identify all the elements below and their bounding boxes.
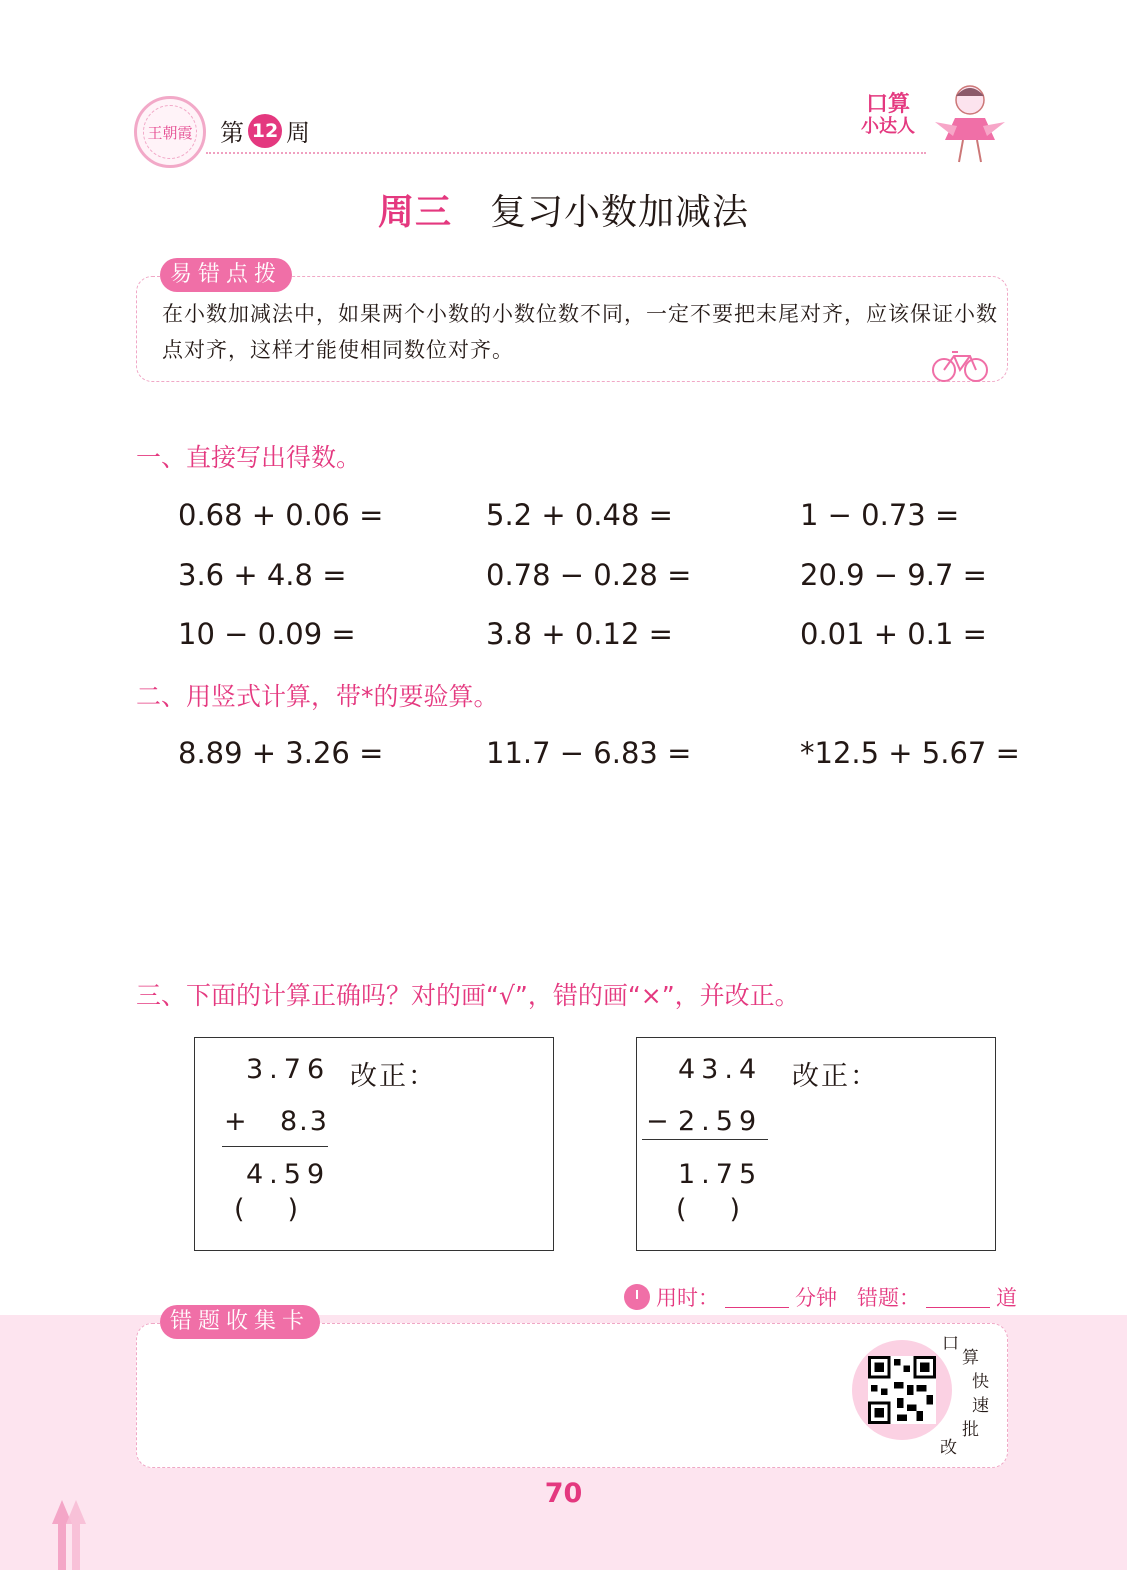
time-blank[interactable] [725,1287,789,1308]
vertical-calc-3: *12.5 + 5.67 = [800,736,1020,770]
section-1-title: 一、直接写出得数。 [136,443,362,472]
errors-blank[interactable] [926,1287,990,1308]
expression-3-1: 10 − 0.09 = [178,617,356,651]
box1-bottom-number: 8.3 [280,1106,329,1137]
title-day: 周三 [377,192,452,233]
qr-caption-char: 改 [940,1438,957,1458]
tip-text: 在小数加减法中，如果两个小数的小数位数不同，一定不要把末尾对齐，应该保证小数点对齐，这样才能使相同数位对齐。 [162,302,998,362]
week-number-badge: 12 [248,114,282,148]
timer-row [624,1282,1017,1312]
vertical-calc-1: 8.89 + 3.26 = [178,736,384,770]
box2-answer-paren[interactable]: ( ) [676,1194,740,1225]
bicycle-icon [930,344,990,384]
expression-1-2: 5.2 + 0.48 = [486,498,673,532]
time-label: 用时： [656,1286,719,1310]
brand-line-1: 口算 [865,92,910,117]
expression-1-3: 1 − 0.73 = [800,498,960,532]
expression-2-1: 3.6 + 4.8 = [178,558,347,592]
errors-label: 错题： [857,1286,920,1310]
vertical-calc-2: 11.7 − 6.83 = [486,736,692,770]
box1-top-number: 3.76 [246,1054,331,1085]
tip-tag: 易错点拨 [160,258,292,292]
time-unit: 分钟 [795,1286,837,1310]
page-number: 70 [544,1478,583,1509]
brand-logo [853,94,923,138]
box1-sum-line [222,1146,328,1147]
error-card-tag: 错题收集卡 [160,1305,320,1339]
expression-3-3: 0.01 + 0.1 = [800,617,987,651]
qr-caption-char: 口 [942,1334,959,1354]
errors-unit: 道 [996,1286,1017,1310]
qr-caption-char: 算 [962,1348,979,1368]
qr-caption-char: 速 [972,1396,989,1416]
week-label [220,113,310,148]
box2-top-number: 43.4 [678,1054,763,1085]
title-topic: 复习小数加减法 [490,192,750,233]
expression-2-2: 0.78 − 0.28 = [486,558,692,592]
cartoon-girl-icon [925,78,1015,168]
week-suffix: 周 [286,119,310,147]
logo-text: 王朝霞 [147,123,193,142]
box2-operator: − [646,1106,675,1137]
box2-bottom-number: 2.59 [678,1106,763,1137]
qr-caption [940,1332,990,1460]
qr-caption-char: 批 [962,1420,979,1440]
box2-fix-label: 改正： [792,1061,879,1092]
qr-code-icon[interactable] [868,1356,936,1424]
box1-answer-paren[interactable]: ( ) [234,1194,298,1225]
expression-2-3: 20.9 − 9.7 = [800,558,987,592]
box1-operator: + [224,1106,253,1137]
box1-result: 4.59 [246,1159,331,1190]
expression-1-1: 0.68 + 0.06 = [178,498,384,532]
qr-caption-char: 快 [972,1372,989,1392]
box2-difference-line [642,1139,768,1140]
box2-result: 1.75 [678,1159,763,1190]
page-title [0,184,1127,235]
section-2-title: 二、用竖式计算，带*的要验算。 [136,682,499,711]
up-arrow-icon [52,1500,92,1570]
box1-fix-label: 改正： [350,1061,437,1092]
section-3-title: 三、下面的计算正确吗？对的画“√”，错的画“×”，并改正。 [136,981,800,1010]
header-divider [206,152,926,154]
publisher-logo [134,96,206,168]
week-prefix: 第 [220,119,244,147]
expression-3-2: 3.8 + 0.12 = [486,617,673,651]
stopwatch-icon [624,1284,650,1310]
brand-line-2: 小达人 [861,116,915,137]
